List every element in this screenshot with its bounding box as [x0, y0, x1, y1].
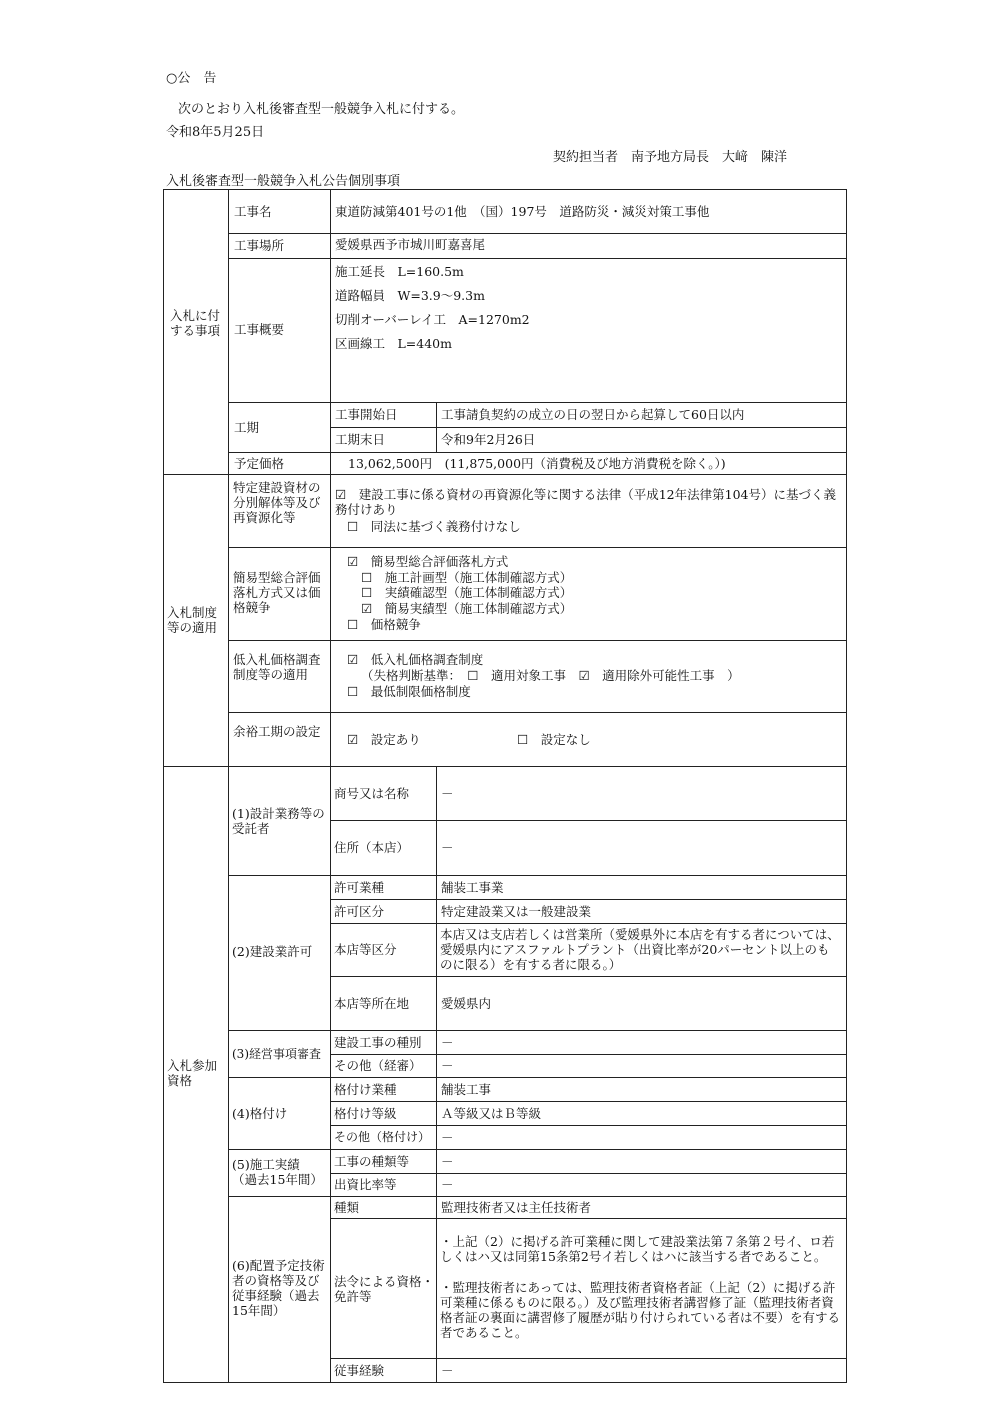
engineer-exp-label: 従事経験: [334, 1363, 385, 1378]
table-title: 入札後審査型一般競争入札公告個別事項: [166, 174, 401, 189]
engineer-exp-value: －: [441, 1363, 454, 1378]
engineer-type-label: 種類: [334, 1200, 360, 1215]
office-location-value: 愛媛県内: [441, 996, 492, 1011]
rank-other-value: －: [441, 1130, 454, 1145]
price-label: 予定価格: [234, 456, 285, 471]
engineer-type-value: 監理技術者又は主任技術者: [441, 1200, 592, 1215]
office-class-label: 本店等区分: [334, 942, 397, 957]
record-label: (5)施工実績（過去15年間）: [232, 1157, 323, 1187]
section-qual-label: 入札参加資格: [167, 1058, 218, 1088]
work-name-value: 東道防減第401号の1他 （国）197号 道路防災・減災対策工事他: [335, 204, 710, 219]
notice-heading: ○公 告: [166, 71, 217, 86]
end-date-label: 工期末日: [335, 432, 386, 447]
trade-name-label: 商号又は名称: [334, 786, 410, 801]
spare-period-label: 余裕工期の設定: [233, 724, 321, 739]
engineer-label: (6)配置予定技術者の資格等及び従事経験（過去15年間）: [232, 1258, 325, 1318]
work-place-label: 工事場所: [234, 238, 285, 253]
period-label: 工期: [234, 420, 260, 435]
office-class-value: 本店又は支店若しくは営業所（愛媛県外に本店を有する者については、愛媛県内にアスファルトプラント（出資比率が20パーセント以上のものに限る）を有する者に限る。）: [440, 927, 840, 972]
management-review-label: (3)経営事項審査: [232, 1047, 321, 1061]
low-price-label: 低入札価格調査制度等の適用: [233, 652, 321, 682]
mgmt-other-value: －: [441, 1058, 454, 1073]
method-option-1: ☑ 簡易型総合評価落札方式: [347, 554, 509, 569]
section-system-label: 入札制度等の適用: [167, 605, 218, 635]
recycle-option-yes: ☑ 建設工事に係る資材の再資源化等に関する法律（平成12年法律第104号）に基づく義務付けあり: [335, 487, 836, 517]
section-bid-label: 入札に付する事項: [170, 308, 221, 338]
rank-label: (4)格付け: [232, 1106, 288, 1121]
method-label: 簡易型総合評価落札方式又は価格競争: [233, 570, 321, 615]
method-option-5: ☐ 価格競争: [347, 617, 421, 632]
rank-type-value: 舗装工事: [441, 1082, 492, 1097]
rank-other-label: その他（格付け）: [334, 1130, 431, 1144]
mgmt-kind-value: －: [441, 1035, 454, 1050]
low-price-criteria: （失格判断基準： ☐ 適用対象工事 ☑ 適用除外可能性工事 ）: [361, 668, 740, 683]
recycle-label: 特定建設資材の分別解体等及び再資源化等: [233, 480, 321, 525]
low-price-option-1: ☑ 低入札価格調査制度: [347, 652, 484, 667]
method-option-2: ☐ 施工計画型（施工体制確認方式）: [361, 570, 573, 585]
rank-grade-label: 格付け等級: [334, 1106, 397, 1121]
recycle-option-no: ☐ 同法に基づく義務付けなし: [347, 519, 521, 534]
work-overview-label: 工事概要: [234, 322, 285, 337]
record-kind-value: －: [441, 1154, 454, 1169]
address-label: 住所（本店）: [334, 840, 410, 855]
rank-grade-value: Ａ等級又はＢ等級: [441, 1106, 542, 1121]
address-value: －: [441, 840, 454, 855]
start-date-label: 工事開始日: [335, 407, 398, 422]
mgmt-kind-label: 建設工事の種別: [334, 1035, 422, 1050]
overview-line-3: 切削オーバーレイ工 A=1270m2: [335, 312, 530, 327]
license-type-label: 許可業種: [334, 880, 385, 895]
engineer-law-value-2: ・監理技術者にあっては、監理技術者資格者証（上記（2）に掲げる許可業種に係るものに限る。）及び監理技術者講習修了証（監理技術者資格者証の裏面に講習修了履歴が貼り付けられている者は不要）を有する者であること。: [440, 1280, 841, 1340]
overview-line-2: 道路幅員 W=3.9～9.3m: [335, 288, 485, 303]
work-name-label: 工事名: [234, 204, 272, 219]
overview-line-1: 施工延長 L=160.5m: [335, 264, 464, 279]
license-class-label: 許可区分: [334, 904, 385, 919]
method-option-4: ☑ 簡易実績型（施工体制確認方式）: [361, 601, 573, 616]
overview-line-4: 区画線工 L=440m: [335, 336, 452, 351]
low-price-option-2: ☐ 最低制限価格制度: [347, 684, 471, 699]
start-date-value: 工事請負契約の成立の日の翌日から起算して60日以内: [441, 407, 745, 422]
end-date-value: 令和9年2月26日: [441, 432, 536, 447]
work-place-value: 愛媛県西予市城川町嘉喜尾: [335, 237, 486, 252]
record-ratio-label: 出資比率等: [334, 1177, 397, 1192]
spare-period-no: ☐ 設定なし: [517, 732, 591, 747]
spare-period-yes: ☑ 設定あり: [347, 732, 421, 747]
notice-date: 令和8年5月25日: [166, 125, 265, 140]
office-location-label: 本店等所在地: [334, 996, 410, 1011]
contractor-name: 契約担当者 南予地方局長 大﨑 陳洋: [553, 150, 788, 165]
rank-type-label: 格付け業種: [334, 1082, 397, 1097]
engineer-law-value-1: ・上記（2）に掲げる許可業種に関して建設業法第７条第２号イ、ロ若しくはハ又は同第15条第2号イ若しくはハに該当する者であること。: [440, 1234, 835, 1264]
license-class-value: 特定建設業又は一般建設業: [441, 904, 592, 919]
license-type-value: 舗装工事業: [441, 880, 504, 895]
design-contractor-label: (1)設計業務等の受託者: [232, 806, 325, 836]
record-ratio-value: －: [441, 1177, 454, 1192]
price-value: 13,062,500円 (11,875,000円（消費税及び地方消費税を除く。）): [348, 456, 726, 471]
intro-text: 次のとおり入札後審査型一般競争入札に付する。: [178, 102, 465, 117]
license-label: (2)建設業許可: [232, 944, 313, 959]
mgmt-other-label: その他（経審）: [334, 1058, 422, 1073]
engineer-law-label: 法令による資格・免許等: [334, 1274, 435, 1304]
record-kind-label: 工事の種類等: [334, 1154, 410, 1169]
method-option-3: ☐ 実績確認型（施工体制確認方式）: [361, 585, 573, 600]
trade-name-value: －: [441, 786, 454, 801]
